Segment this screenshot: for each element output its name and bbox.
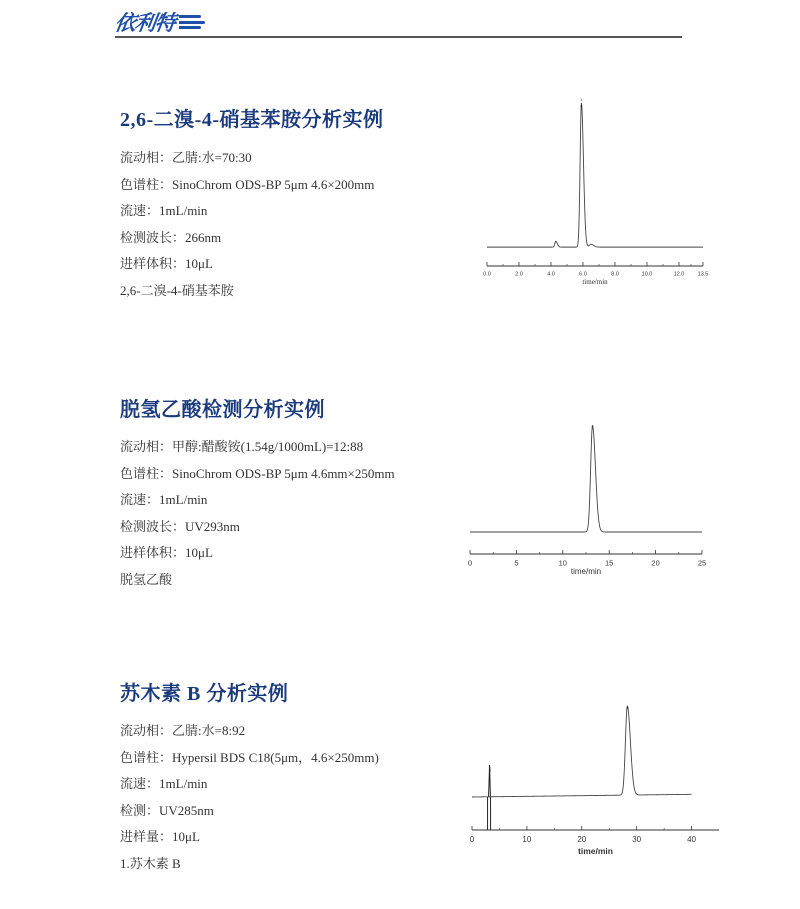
x-tick-label: 20: [651, 558, 660, 568]
param-flow-rate: 流速 ： 1mL/min: [120, 771, 379, 798]
parameter-list: [120, 434, 395, 594]
x-tick-label: 5: [514, 558, 519, 568]
x-tick-label: 10: [558, 558, 567, 568]
x-tick-label: 30: [632, 835, 642, 844]
logo-text: 依利特: [113, 11, 177, 35]
peak-label: 1: [580, 97, 583, 102]
param-mobile-phase: 流动相 ： 甲醇:醋酸铵(1.54g/1000mL)=12:88: [120, 434, 395, 461]
param-detection: 检测 ： UV285nm: [120, 798, 379, 825]
param-wavelength: 检测波长 ： 266nm: [120, 225, 374, 252]
param-column: 色谱柱 ： SinoChrom ODS-BP 5μm 4.6×200mm: [120, 172, 374, 199]
solvent-front-spike: [488, 765, 491, 830]
section-title: 苏木素 B 分析实例: [120, 683, 289, 705]
param-flow-rate: 流速 ： 1mL/min: [120, 198, 374, 225]
x-tick-label: 0: [469, 835, 475, 844]
x-tick-label: 10.0: [641, 271, 653, 278]
section-title: 脱氢乙酸检测分析实例: [120, 399, 325, 421]
section-title: 2,6-二溴-4-硝基苯胺分析实例: [120, 109, 384, 131]
param-injection-volume: 进样体积 ： 10μL: [120, 251, 374, 278]
param-flow-rate: 流速 ： 1mL/min: [120, 487, 395, 514]
chromatogram-2: [462, 418, 712, 578]
x-tick-label: 4.0: [547, 271, 555, 278]
peak-apex: [627, 707, 629, 709]
stripe-logo-mark-icon: [179, 13, 205, 31]
x-tick-label: 12.0: [673, 271, 685, 278]
compound-name: 1.苏木素 B: [120, 855, 181, 871]
param-injection-volume: 进样体积 ： 10μL: [120, 540, 395, 567]
param-column: 色谱柱 ： Hypersil BDS C18(5μm，4.6×250mm): [120, 745, 379, 772]
x-tick-label: 13.5: [697, 271, 709, 278]
x-tick-label: 0: [467, 558, 473, 568]
param-mobile-phase: 流动相 ： 乙腈:水=8:92: [120, 718, 379, 745]
x-axis-label: time/min: [578, 846, 613, 856]
x-tick-label: 40: [687, 835, 697, 844]
x-tick-label: 10: [522, 835, 532, 844]
chromatogram-trace: [470, 426, 702, 532]
param-injection-volume: 进样量 ： 10μL: [120, 824, 379, 851]
param-mobile-phase: 流动相 ： 乙腈:水=70:30: [120, 145, 374, 172]
x-tick-label: 20: [577, 835, 587, 844]
param-wavelength: 检测波长 ： UV293nm: [120, 514, 395, 541]
header-divider: [115, 36, 682, 38]
peak-apex: [581, 105, 583, 107]
parameter-list: [120, 718, 379, 878]
x-axis-label: time/min: [570, 567, 602, 576]
compound-name: 2,6-二溴-4-硝基苯胺: [120, 282, 234, 298]
chromatogram-trace: [487, 103, 703, 247]
compound-name: 脱氢乙酸: [120, 571, 173, 587]
chromatogram-1: [480, 92, 710, 292]
peak-apex: [592, 425, 594, 427]
x-tick-label: 6.0: [579, 271, 587, 278]
x-tick-label: 15: [605, 558, 614, 568]
x-tick-label: 0.0: [483, 271, 491, 278]
x-axis-label: time/min: [582, 278, 608, 286]
chromatogram-3: [462, 700, 722, 865]
chromatogram-trace: [472, 706, 692, 797]
parameter-list: [120, 145, 374, 305]
x-tick-label: 25: [697, 558, 707, 568]
param-column: 色谱柱 ： SinoChrom ODS-BP 5μm 4.6mm×250mm: [120, 461, 395, 488]
company-logo: [115, 8, 205, 36]
x-tick-label: 2.0: [515, 271, 523, 278]
x-tick-label: 8.0: [611, 271, 619, 278]
